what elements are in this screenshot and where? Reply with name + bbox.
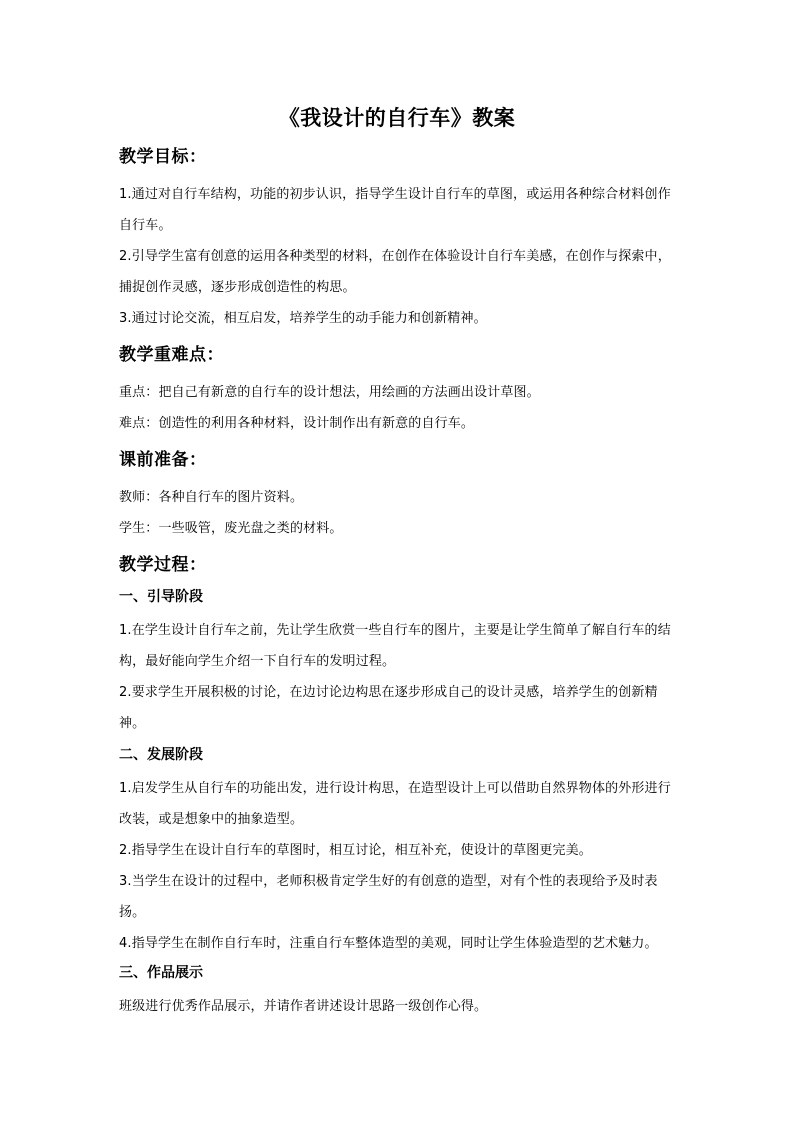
objective-item-1: 1.通过对自行车结构，功能的初步认识，指导学生设计自行车的草图，或运用各种综合材料创作自行车。	[119, 187, 671, 233]
stage-2-heading: 二、发展阶段	[119, 747, 203, 763]
key-point-item-1: 重点：把自己有新意的自行车的设计想法，用绘画的方法画出设计草图。	[119, 385, 540, 400]
stage-3-heading: 三、作品展示	[119, 965, 203, 981]
key-points-heading: 教学重难点：	[119, 345, 224, 365]
stage-1-item-1: 1.在学生设计自行车之前，先让学生欣赏一些自行车的图片，主要是让学生简单了解自行车的结构，最好能向学生介绍一下自行车的发明过程。	[119, 623, 671, 669]
objectives-heading: 教学目标：	[119, 147, 207, 167]
objective-item-3: 3.通过讨论交流，相互启发，培养学生的动手能力和创新精神。	[119, 311, 487, 326]
preparation-item-2: 学生：一些吸管，废光盘之类的材料。	[119, 521, 343, 536]
stage-1-heading: 一、引导阶段	[119, 589, 203, 605]
stage-1-item-2: 2.要求学生开展积极的讨论，在边讨论边构思在逐步形成自己的设计灵感，培养学生的创新精神。	[119, 685, 658, 731]
preparation-item-1: 教师：各种自行车的图片资料。	[119, 490, 304, 505]
stage-3-item-1: 班级进行优秀作品展示，并请作者讲述设计思路一级创作心得。	[119, 999, 488, 1014]
document-body	[119, 146, 676, 1022]
preparation-heading: 课前准备：	[119, 450, 207, 470]
key-point-item-2: 难点：创造性的利用各种材料，设计制作出有新意的自行车。	[119, 416, 475, 431]
document-title: 《我设计的自行车》教案	[278, 105, 516, 130]
stage-2-item-3: 3.当学生在设计的过程中，老师积极肯定学生好的有创意的造型，对有个性的表现给予及时表扬。	[119, 874, 658, 920]
objective-item-2: 2.引导学生富有创意的运用各种类型的材料，在创作在体验设计自行车美感，在创作与探索中，捕捉创作灵感，逐步形成创造性的构思。	[119, 249, 671, 295]
stage-2-item-2: 2.指导学生在设计自行车的草图时，相互讨论，相互补充，使设计的草图更完美。	[119, 843, 592, 858]
stage-2-item-4: 4.指导学生在制作自行车时，注重自行车整体造型的美观，同时让学生体验造型的艺术魅力。	[119, 936, 658, 951]
stage-2-item-1: 1.启发学生从自行车的功能出发，进行设计构思，在造型设计上可以借助自然界物体的外形进行改装，或是想象中的抽象造型。	[119, 781, 671, 827]
process-heading: 教学过程：	[119, 555, 207, 575]
